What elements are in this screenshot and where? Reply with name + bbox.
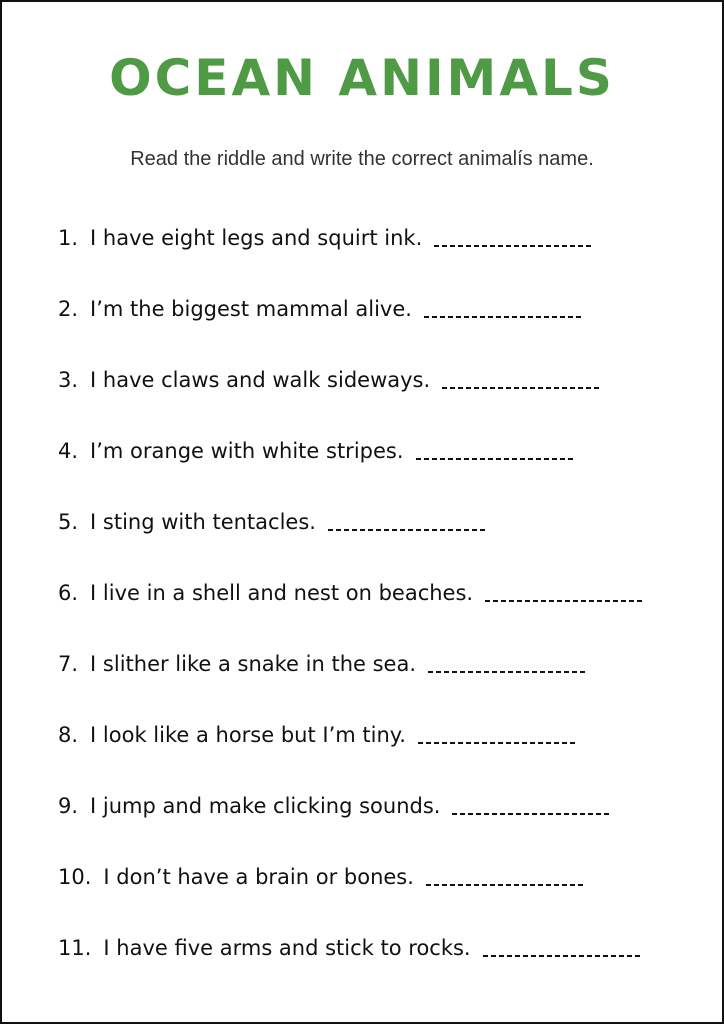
answer-blank[interactable]: [328, 529, 486, 531]
riddle-text: I’m the biggest mammal alive.: [90, 297, 412, 321]
riddle-text: I sting with tentacles.: [90, 510, 316, 534]
answer-blank[interactable]: [485, 600, 643, 602]
answer-blank[interactable]: [452, 813, 610, 815]
instructions: Read the riddle and write the correct animalís name.: [130, 148, 594, 170]
riddle-item: [58, 575, 643, 611]
riddle-number: 9.: [58, 794, 79, 818]
answer-blank[interactable]: [483, 955, 641, 957]
answer-blank[interactable]: [428, 671, 586, 673]
riddle-number: 5.: [58, 510, 79, 534]
page-title: OCEAN ANIMALS: [109, 49, 615, 107]
answer-blank[interactable]: [418, 742, 576, 744]
riddle-number: 11.: [58, 936, 92, 960]
riddle-number: 6.: [58, 581, 79, 605]
riddle-number: 7.: [58, 652, 79, 676]
riddle-item: [58, 859, 584, 895]
riddle-number: 1.: [58, 226, 79, 250]
riddle-text: I have eight legs and squirt ink.: [90, 226, 423, 250]
riddle-item: [58, 788, 610, 824]
riddle-item: [58, 291, 582, 327]
riddle-text: I look like a horse but I’m tiny.: [90, 723, 406, 747]
riddle-text: I’m orange with white stripes.: [90, 439, 404, 463]
riddle-text: I don’t have a brain or bones.: [103, 865, 414, 889]
riddle-item: [58, 220, 592, 256]
riddle-text: I live in a shell and nest on beaches.: [90, 581, 474, 605]
riddle-item: [58, 646, 586, 682]
riddle-text: I slither like a snake in the sea.: [90, 652, 417, 676]
riddle-number: 10.: [58, 865, 92, 889]
answer-blank[interactable]: [416, 458, 574, 460]
riddle-number: 4.: [58, 439, 79, 463]
answer-blank[interactable]: [426, 884, 584, 886]
riddle-item: [58, 504, 486, 540]
answer-blank[interactable]: [442, 387, 600, 389]
riddle-text: I have five arms and stick to rocks.: [103, 936, 471, 960]
riddle-text: I have claws and walk sideways.: [90, 368, 431, 392]
riddle-number: 2.: [58, 297, 79, 321]
riddle-number: 8.: [58, 723, 79, 747]
answer-blank[interactable]: [434, 245, 592, 247]
riddle-item: [58, 433, 574, 469]
riddle-text: I jump and make clicking sounds.: [90, 794, 441, 818]
riddle-item: [58, 717, 576, 753]
riddle-item: [58, 930, 641, 966]
answer-blank[interactable]: [424, 316, 582, 318]
riddle-item: [58, 362, 600, 398]
riddle-number: 3.: [58, 368, 79, 392]
